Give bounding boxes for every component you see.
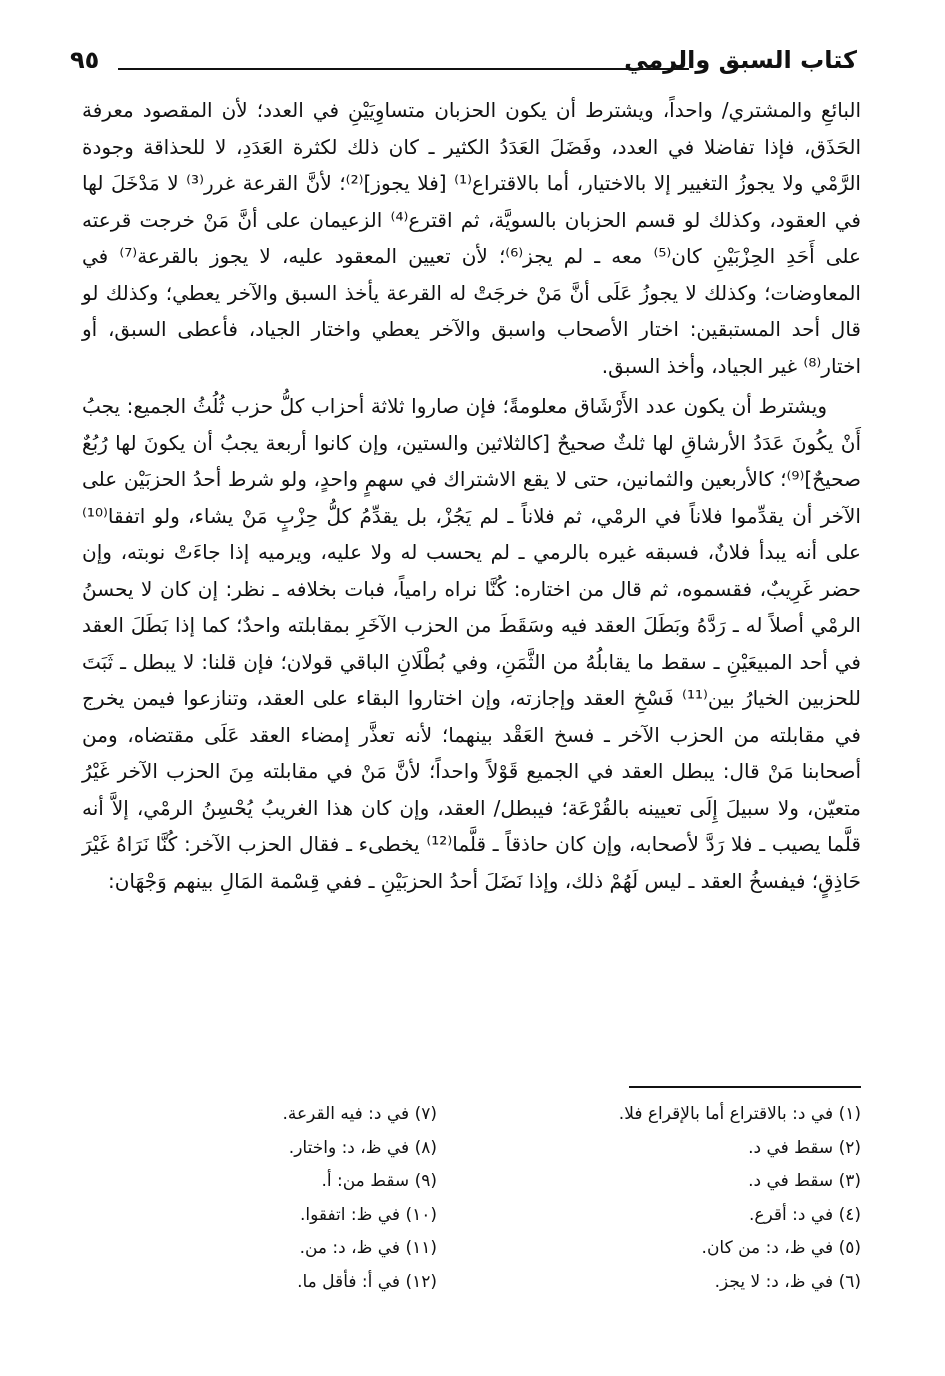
footnote-separator [629, 1086, 861, 1088]
page-number: ٩٥ [70, 46, 100, 74]
footnote: (٦) في ظ، د: لا يجز. [714, 1271, 861, 1292]
footnote: (٢) سقط في د. [748, 1137, 861, 1158]
footnote: (٤) في د: أقرع. [749, 1204, 861, 1225]
page-header [70, 46, 857, 86]
footnotes-right-column [561, 1098, 861, 1299]
header-rule [118, 68, 689, 70]
footnote: (٥) في ظ، د: من كان. [701, 1238, 861, 1258]
footnote: (٧) في د: فيه القرعة. [282, 1104, 437, 1124]
footnotes-left-column [137, 1098, 437, 1299]
footnote: (٣) سقط في د. [748, 1171, 861, 1191]
footnote: (٩) سقط من: أ. [321, 1171, 437, 1191]
footnote: (١٢) في أ: فأقل ما. [297, 1271, 437, 1292]
main-text [82, 92, 861, 899]
paragraph: البائعِ والمشتري/ واحداً، ويشترط أن يكون الحزبان متساوِيَيْنِ في العدد؛ لأن المقصود معرفة الحَذَق، فإذا تفاضلا في العدد، وفَضَلَ العَدَدُ الكثير ـ كان ذلك لكثرة العَدَدِ، لا للحذاقة وجودة الرَّمْي ولا يجوزُ التغيير إلا بالاختيار، أما بالاقتراع⁽¹⁾ [فلا يجوز]⁽²⁾؛ لأنَّ القرعة غرر⁽³⁾ لا مَدْخَلَ لها في العقود، وكذلك لو قسم الحزبان بالسويَّة، ثم اقترع⁽⁴⁾ الزعيمان على أنَّ مَنْ خرجت قرعته على أَحَدِ الحِزْبَيْنِ كان⁽⁵⁾ معه ـ لم يجز⁽⁶⁾؛ لأن تعيين المعقود عليه، لا يجوز بالقرعة⁽⁷⁾ في المعاوضات؛ وكذلك لا يجوزُ عَلَى أنَّ مَنْ خرجَتْ له القرعة يأخذ السبق والآخر يعطي؛ وكذلك لو قال أحد المستبقين: اختار الأصحاب واسبق والآخر يعطي واختار الجياد، فأعطى السبق، أو اختار⁽⁸⁾ غير الجياد، وأخذ السبق. [82, 98, 861, 378]
footnote: (١١) في ظ، د: من. [299, 1238, 437, 1258]
footnote: (١٠) في ظ: اتفقوا. [299, 1204, 437, 1225]
footnote: (١) في د: بالاقتراع أما بالإقراع فلا. [618, 1104, 861, 1124]
footnote: (٨) في ظ، د: واختار. [288, 1137, 437, 1158]
running-title: كتاب السبق والرمي [624, 46, 857, 74]
paragraph: ويشترط أن يكون عدد الأَرْشَاق معلومةً؛ فإن صاروا ثلاثة أحزاب كلُّ حزب ثُلُثُ الجميع: يجبُ أَنْ يكُونَ عَدَدُ الأرشاقِ لها ثلثٌ صحيحٌ [كالثلاثين والستين، وإن كانوا أربعة يجبُ أن يكونَ لها رُبُعٌ صحيحٌ]⁽⁹⁾؛ كالأربعين والثمانين، حتى لا يقع الاشتراك في سهمٍ واحدٍ، ولو شرط أحدُ الحزبَيْن على الآخر أن يقدِّموا فلاناً في الرمْي، ثم فلاناً ـ لم يَجُزْ، بل يقدِّمُ كلُّ حِزْبٍ مَنْ يشاء، ولو اتفقا⁽¹⁰⁾ على أنه يبدأ فلانٌ، فسبقه غيره بالرمي ـ لم يحسب له ولا عليه، ويرميه إذا جاءَتْ نوبته، وإن حضر غَرِيبٌ، فقسموه، ثم قال من اختاره: كُنَّا نراه رامياً، فبات بخلافه ـ نظر: إن كان لا يحسنُ الرمْي أصلاً له ـ رَدَّهُ وبَطَلَ العقد فيه وسَقَطَ من الحزب الآخَرِ بمقابلته واحدٌ؛ كما إذا بَطَلَ العقد في أحد المبيعَيْنِ ـ سقط ما يقابلُهُ من الثَّمَنِ، وفي بُطْلَانِ الباقي قولان؛ فإن قلنا: لا يبطل ـ ثَبَتَ للحزبين الخيارُ بين⁽¹¹⁾ فَسْخِ العقد وإجازته، وإن اختاروا البقاء على العقد، وتنازعوا فيمن يخرج في مقابلته من الحزب الآخر ـ فسخ العَقْد بينهما؛ لأنه تعذَّر إمضاء العقد عَلَى مقتضاه، ومن أصحابنا مَنْ قال: يبطل العقد في الجميع قَوْلاً واحداً؛ لأنَّ مَنْ في مقابلته مِنَ الحزب الآخر غَيْرُ متعيّن، ولا سبيلَ إِلَى تعيينه بالقُرْعَة؛ فيبطل/ العقد، وإن كان هذا الغريبُ يُحْسِنُ الرمْي، إلاَّ أنه قلَّما يصيب ـ فلا رَدَّ لأصحابه، وإن كان حاذقاً ـ قلَّما⁽¹²⁾ يخطىء ـ فقال الحزب الآخر: كُنَّا نَرَاهُ غَيْرَ حَاذِقٍ؛ فيفسخُ العقد ـ ليس لَهُمْ ذلك، وإذا نَضَلَ أحدُ الحزبَيْنِ ـ ففي قِسْمة المَالِ بينهم وَجْهَان: [82, 394, 861, 893]
